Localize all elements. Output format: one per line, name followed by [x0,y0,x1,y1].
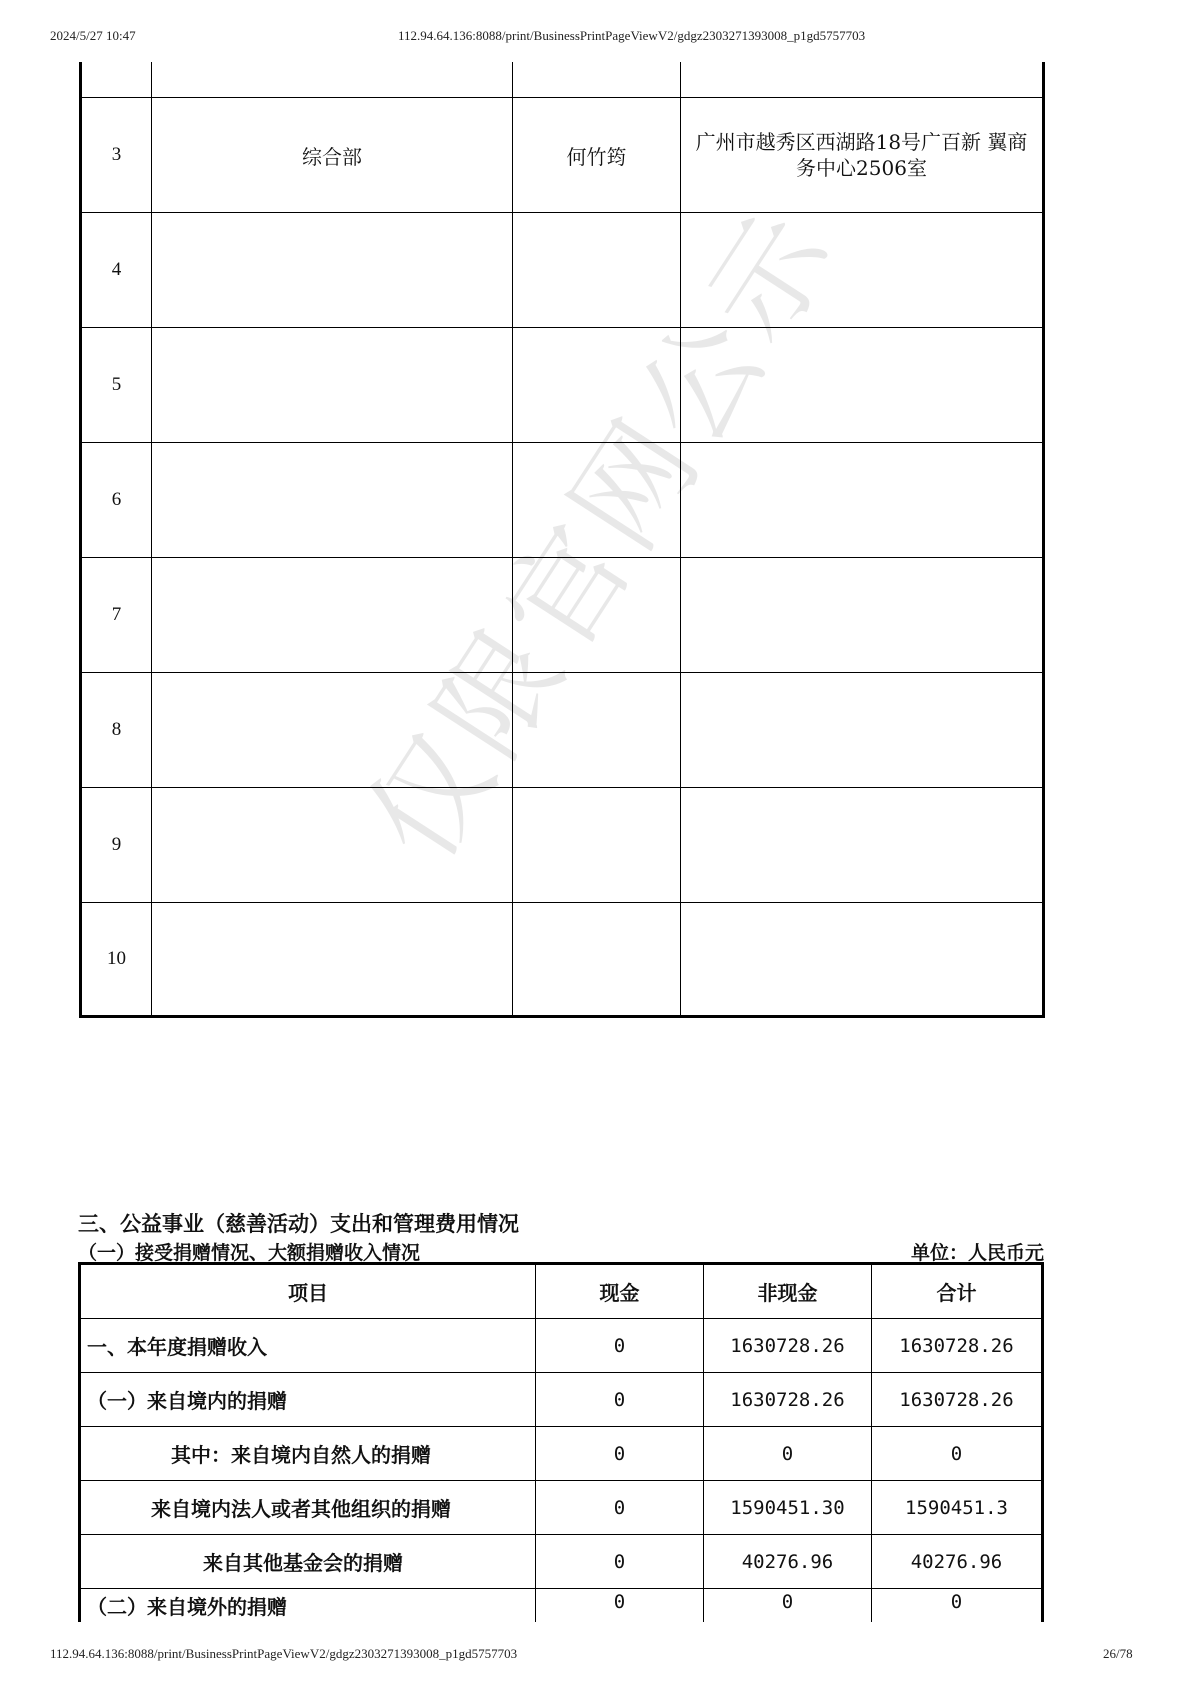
total-value: 0 [872,1427,1044,1480]
noncash-value: 0 [704,1589,872,1622]
person-cell [513,788,681,902]
item-label: 来自其他基金会的捐赠 [78,1535,536,1588]
cash-value: 0 [536,1373,704,1426]
cash-value: 0 [536,1535,704,1588]
noncash-value: 1630728.26 [704,1373,872,1426]
item-label: 来自境内法人或者其他组织的捐赠 [78,1481,536,1534]
row-number: 6 [79,443,152,557]
table-header-row [78,1265,1044,1319]
noncash-value: 1590451.30 [704,1481,872,1534]
total-value: 1630728.26 [872,1373,1044,1426]
person-cell [513,903,681,1015]
total-value: 0 [872,1589,1044,1622]
table-row [78,1535,1044,1589]
cash-value: 0 [536,1481,704,1534]
table-row [78,1319,1044,1373]
item-label: （一）来自境内的捐赠 [78,1373,536,1426]
print-url-footer: 112.94.64.136:8088/print/BusinessPrintPageViewV2/gdgz2303271393008_p1gd5757703 [50,1646,518,1661]
row-number: 10 [79,903,152,1015]
address-cell [681,558,1045,672]
total-value: 40276.96 [872,1535,1044,1588]
department-cell: 综合部 [152,98,513,212]
item-label: 一、本年度捐赠收入 [78,1319,536,1372]
column-header-total: 合计 [872,1265,1044,1318]
donation-income-table [78,1262,1044,1622]
watermark: 仅限官网公示 [341,185,863,885]
column-header-item: 项目 [78,1265,536,1318]
item-label: （二）来自境外的捐赠 [78,1589,536,1622]
row-number: 4 [79,213,152,327]
row-number: 9 [79,788,152,902]
page-number: 26/78 [1103,1646,1133,1661]
print-datetime: 2024/5/27 10:47 [50,28,136,43]
noncash-value: 0 [704,1427,872,1480]
table-row [78,1427,1044,1481]
row-number: 7 [79,558,152,672]
department-cell [152,328,513,442]
address-cell [681,673,1045,787]
table-row [78,1373,1044,1427]
address-cell [681,788,1045,902]
table-row-continued [79,62,1045,98]
cash-value: 0 [536,1319,704,1372]
table-row [78,1481,1044,1535]
row-number: 5 [79,328,152,442]
department-cell [152,213,513,327]
address-cell: 广州市越秀区西湖路18号广百新 翼商务中心2506室 [681,98,1045,212]
currency-unit: 单位：人民币元 [910,1242,1044,1264]
column-header-cash: 现金 [536,1265,704,1318]
total-value: 1590451.3 [872,1481,1044,1534]
department-cell [152,903,513,1015]
table-row [79,98,1045,213]
noncash-value: 1630728.26 [704,1319,872,1372]
cash-value: 0 [536,1427,704,1480]
table-row [79,213,1045,328]
subsection-title: （一）接受捐赠情况、大额捐赠收入情况 [78,1242,421,1264]
table-row [78,1589,1044,1622]
table-row [79,788,1045,903]
row-number: 8 [79,673,152,787]
department-cell [152,443,513,557]
item-label: 其中：来自境内自然人的捐赠 [78,1427,536,1480]
column-header-noncash: 非现金 [704,1265,872,1318]
print-url-header: 112.94.64.136:8088/print/BusinessPrintPageViewV2/gdgz2303271393008_p1gd5757703 [398,28,866,43]
noncash-value: 40276.96 [704,1535,872,1588]
cash-value: 0 [536,1589,704,1622]
address-cell [681,903,1045,1015]
row-number: 3 [79,98,152,212]
section-title: 三、公益事业（慈善活动）支出和管理费用情况 [78,1211,519,1236]
table-row [79,903,1045,1018]
total-value: 1630728.26 [872,1319,1044,1372]
person-cell: 何竹筠 [513,98,681,212]
